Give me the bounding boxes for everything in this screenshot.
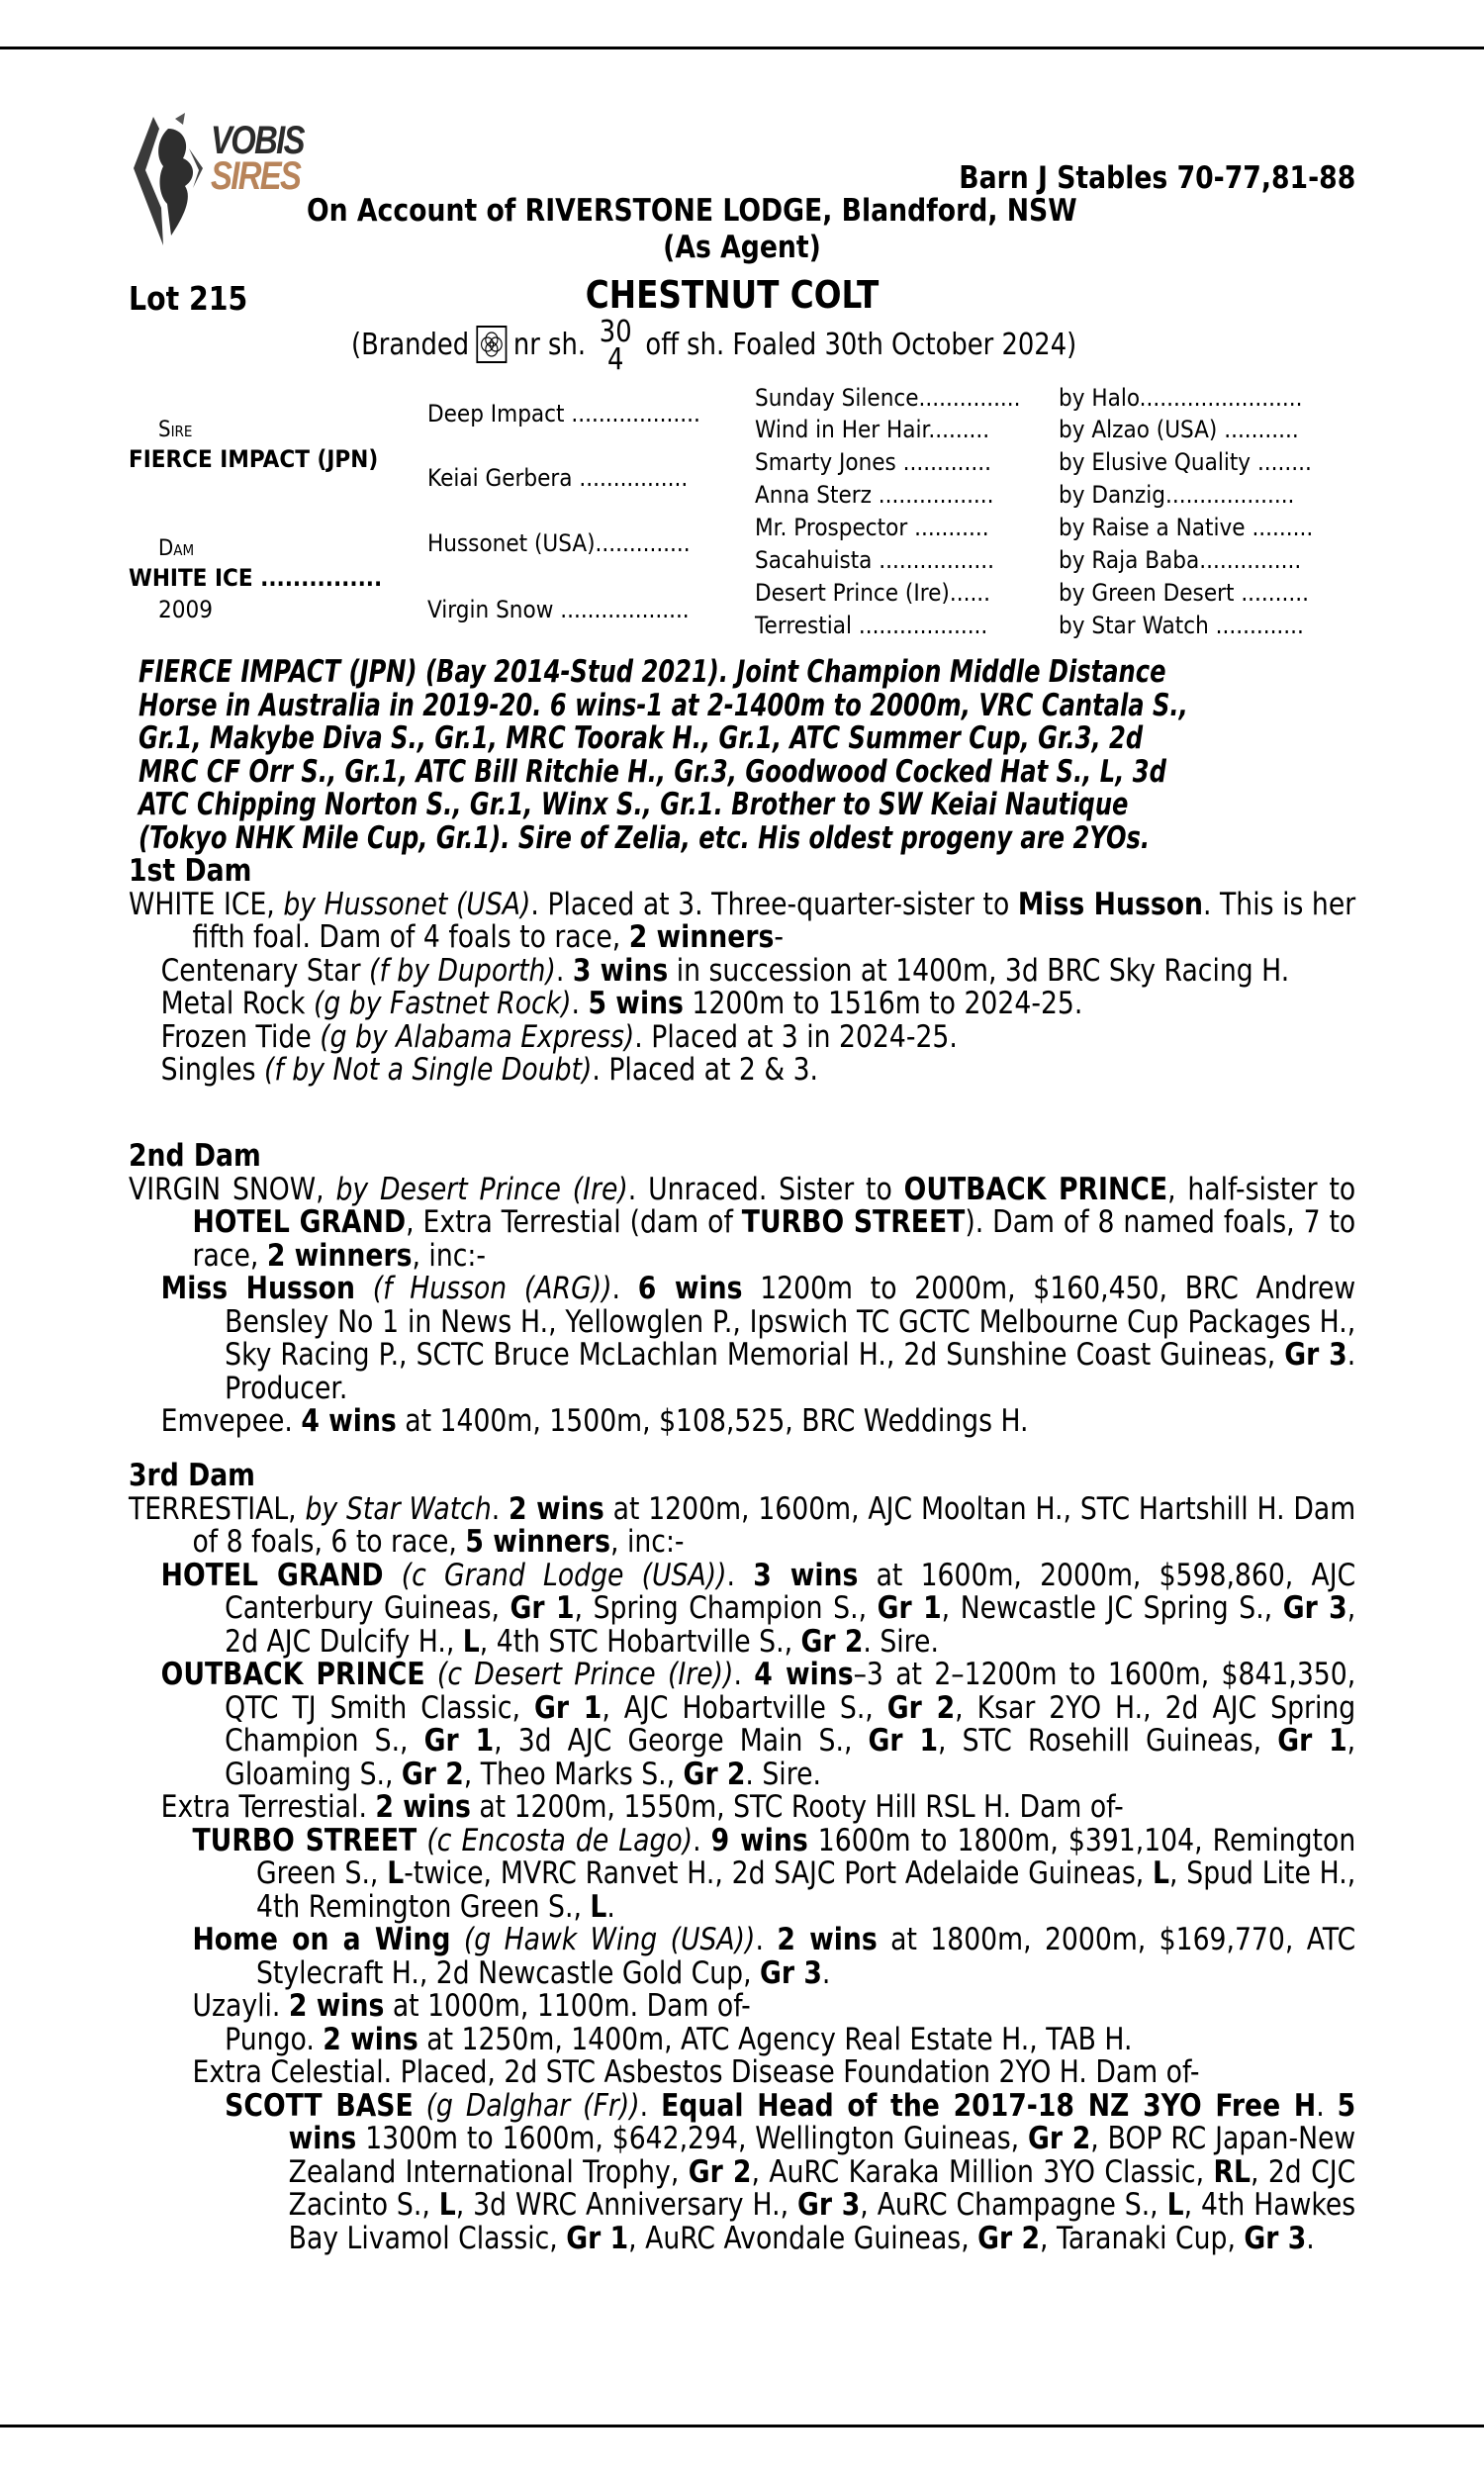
vendor-agent-note: (As Agent) (663, 230, 821, 265)
progeny-entry: Frozen Tide (g by Alabama Express). Placed at 3 in 2024-25. (160, 1018, 958, 1055)
vendor-account: On Account of RIVERSTONE LODGE, Blandford, NSW (307, 193, 1077, 229)
bottom-rule (0, 2425, 1484, 2427)
progeny-entry: Metal Rock (g by Fastnet Rock). 5 wins 1200m to 1516m to 2024-25. (160, 986, 1083, 1021)
ggp-2: Wind in Her Hair......... (755, 416, 990, 443)
fraction-bottom: 4 (607, 342, 624, 377)
ggp-sire-4: by Danzig................... (1059, 481, 1295, 509)
third-dam-intro: TERRESTIAL, by Star Watch. 2 wins at 1200m, 1600m, AJC Mooltan H., STC Hartshill H. Dam of 8 foals, 6 to race, 5 winners, inc:- (129, 1490, 1356, 1560)
first-dam-section (129, 855, 1355, 1088)
ggp-4: Anna Sterz ................. (755, 481, 994, 509)
sire-summary-line: Horse in Australia in 2019-20. 6 wins-1 at 2-1400m to 2000m, VRC Cantala S., (139, 687, 1188, 723)
horse-rider-icon (124, 109, 213, 247)
sire-summary-line: ATC Chipping Norton S., Gr.1, Winx S., Gr.1. Brother to SW Keiai Nautique (139, 787, 1129, 822)
sire-name: FIERCE IMPACT (JPN) (129, 445, 379, 473)
progeny-entry-pungo: Pungo. 2 wins at 1250m, 1400m, ATC Agency Real Estate H., TAB H. (225, 2021, 1133, 2057)
ggp-sire-8: by Star Watch ............. (1059, 612, 1304, 639)
dam-name: WHITE ICE ............... (129, 564, 383, 592)
brand-description (351, 315, 1077, 377)
pedigree-table (129, 386, 1355, 648)
ggp-sire-6: by Raja Baba............... (1059, 546, 1302, 574)
brand-nr-shoulder: nr sh. (512, 327, 587, 362)
sire-summary-line: FIERCE IMPACT (JPN) (Bay 2014-Stud 2021). Joint Champion Middle Distance (139, 654, 1166, 690)
progeny-entry-scott-base: SCOTT BASE (g Dalghar (Fr)). Equal Head of the 2017-18 NZ 3YO Free H. 5 wins 1300m to 1600m, $642,294, Wellington Guineas, Gr 2, BOP RC Japan-New Zealand International Trophy, Gr 2, AuRC Karaka Million 3YO Classic, RL, 2d CJC Zacinto S., L, 3d WRC Anniversary H., Gr 3, AuRC Champagne S., L, 4th Hawkes Bay Livamol Classic, Gr 1, AuRC Avondale Guineas, Gr 2, Taranaki Cup, Gr 3. (225, 2087, 1356, 2256)
progeny-entry: Singles (f by Not a Single Doubt). Placed at 2 & 3. (160, 1052, 819, 1088)
ggp-sire-2: by Alzao (USA) ........... (1059, 416, 1299, 443)
second-dam-heading: 2nd Dam (129, 1138, 261, 1174)
grandsire-maternal: Hussonet (USA).............. (427, 529, 691, 557)
vobis-sires-logo (124, 109, 322, 247)
progeny-entry-extra-celestial: Extra Celestial. Placed, 2d STC Asbestos Disease Foundation 2YO H. Dam of- (192, 2054, 1200, 2090)
logo-vobis: VOBIS (211, 119, 304, 162)
brand-suffix: off sh. Foaled 30th October 2024) (645, 327, 1077, 362)
grandsire-paternal: Deep Impact ................... (427, 400, 700, 428)
barn-location: Barn J Stables 70-77,81-88 (959, 160, 1355, 196)
sire-summary (139, 656, 1365, 855)
ggp-sire-1: by Halo........................ (1059, 384, 1303, 412)
dam-year: 2009 (158, 596, 213, 623)
dam-label: Dam (158, 536, 195, 561)
third-dam-section (129, 1460, 1355, 2255)
progeny-entry-turbo-street: TURBO STREET (c Encosta de Lago). 9 wins 1600m to 1800m, $391,104, Remington Green S., L-twice, MVRC Ranvet H., 2d SAJC Port Adelaide Guineas, L, Spud Lite H., 4th Remington Green S., L. (192, 1822, 1356, 1925)
logo-wordmark (211, 119, 304, 198)
sire-summary-line: (Tokyo NHK Mile Cup, Gr.1). Sire of Zelia, etc. His oldest progeny are 2YOs. (139, 819, 1151, 856)
ggp-3: Smarty Jones ............. (755, 448, 991, 476)
brand-fraction (599, 315, 632, 377)
third-dam-heading: 3rd Dam (129, 1458, 255, 1493)
fraction-top: 30 (599, 315, 632, 349)
progeny-entry: Emvepee. 4 wins at 1400m, 1500m, $108,525, BRC Weddings H. (160, 1403, 1029, 1439)
first-dam-intro: WHITE ICE, by Hussonet (USA). Placed at 3. Three-quarter-sister to Miss Husson. This is her fifth foal. Dam of 4 foals to race, 2 winners- (129, 886, 1356, 955)
colour-sex-title: CHESTNUT COLT (585, 273, 880, 317)
progeny-entry-extra-terrestial: Extra Terrestial. 2 wins at 1200m, 1550m, STC Rooty Hill RSL H. Dam of- (160, 1789, 1124, 1825)
second-dam-section (129, 1140, 1355, 1439)
progeny-entry: Centenary Star (f by Duporth). 3 wins in succession at 1400m, 3d BRC Sky Racing H. (160, 952, 1290, 989)
granddam-maternal: Virgin Snow ................... (427, 596, 690, 623)
ggp-5: Mr. Prospector ........... (755, 514, 989, 541)
lot-number: Lot 215 (129, 279, 248, 318)
ggp-sire-7: by Green Desert .......... (1059, 579, 1309, 607)
ggp-sire-3: by Elusive Quality ........ (1059, 448, 1312, 476)
ggp-7: Desert Prince (Ire)...... (755, 579, 991, 607)
sire-summary-line: MRC CF Orr S., Gr.1, ATC Bill Ritchie H., Gr.3, Goodwood Cocked Hat S., L, 3d (139, 753, 1166, 790)
progeny-entry-home-on-a-wing: Home on a Wing (g Hawk Wing (USA)). 2 wins at 1800m, 2000m, $169,770, ATC Stylecraft H., 2d Newcastle Gold Cup, Gr 3. (192, 1922, 1356, 1991)
top-rule (0, 47, 1484, 49)
progeny-entry-uzayli: Uzayli. 2 wins at 1000m, 1100m. Dam of- (192, 1988, 751, 2024)
granddam-paternal: Keiai Gerbera ................ (427, 464, 689, 492)
ggp-8: Terrestial ................... (755, 612, 988, 639)
ggp-1: Sunday Silence............... (755, 384, 1021, 412)
brand-prefix: (Branded (351, 327, 470, 362)
second-dam-intro: VIRGIN SNOW, by Desert Prince (Ire). Unraced. Sister to OUTBACK PRINCE, half-sister to HOTEL GRAND, Extra Terrestial (dam of TURBO STREET). Dam of 8 named foals, 7 to race, 2 winners, inc:- (129, 1171, 1356, 1274)
ggp-6: Sacahuista ................. (755, 546, 994, 574)
sire-summary-line: Gr.1, Makybe Diva S., Gr.1, MRC Toorak H., Gr.1, ATC Summer Cup, Gr.3, 2d (139, 720, 1144, 756)
progeny-entry: Miss Husson (f Husson (ARG)). 6 wins 1200m to 2000m, $160,450, BRC Andrew Bensley No 1 in News H., Yellowglen P., Ipswich TC GCTC Melbourne Cup Packages H., Sky Racing P., SCTC Bruce McLachlan Memorial H., 2d Sunshine Coast Guineas, Gr 3. Producer. (160, 1271, 1356, 1406)
first-dam-heading: 1st Dam (129, 853, 252, 889)
ggp-sire-5: by Raise a Native ......... (1059, 514, 1314, 541)
progeny-entry-outback-prince: OUTBACK PRINCE (c Desert Prince (Ire)). 4 wins–3 at 2–1200m to 1600m, $841,350, QTC TJ Smith Classic, Gr 1, AJC Hobartville S., Gr 2, Ksar 2YO H., 2d AJC Spring Champion S., Gr 1, 3d AJC George Main S., Gr 1, STC Rosehill Guineas, Gr 1, Gloaming S., Gr 2, Theo Marks S., Gr 2. Sire. (160, 1657, 1356, 1792)
brand-symbol-icon (476, 326, 507, 363)
progeny-entry-hotel-grand: HOTEL GRAND (c Grand Lodge (USA)). 3 wins at 1600m, 2000m, $598,860, AJC Canterbury Guineas, Gr 1, Spring Champion S., Gr 1, Newcastle JC Spring S., Gr 3, 2d AJC Dulcify H., L, 4th STC Hobartville S., Gr 2. Sire. (160, 1557, 1356, 1660)
logo-sires: SIRES (211, 154, 301, 198)
sire-label: Sire (158, 418, 193, 442)
